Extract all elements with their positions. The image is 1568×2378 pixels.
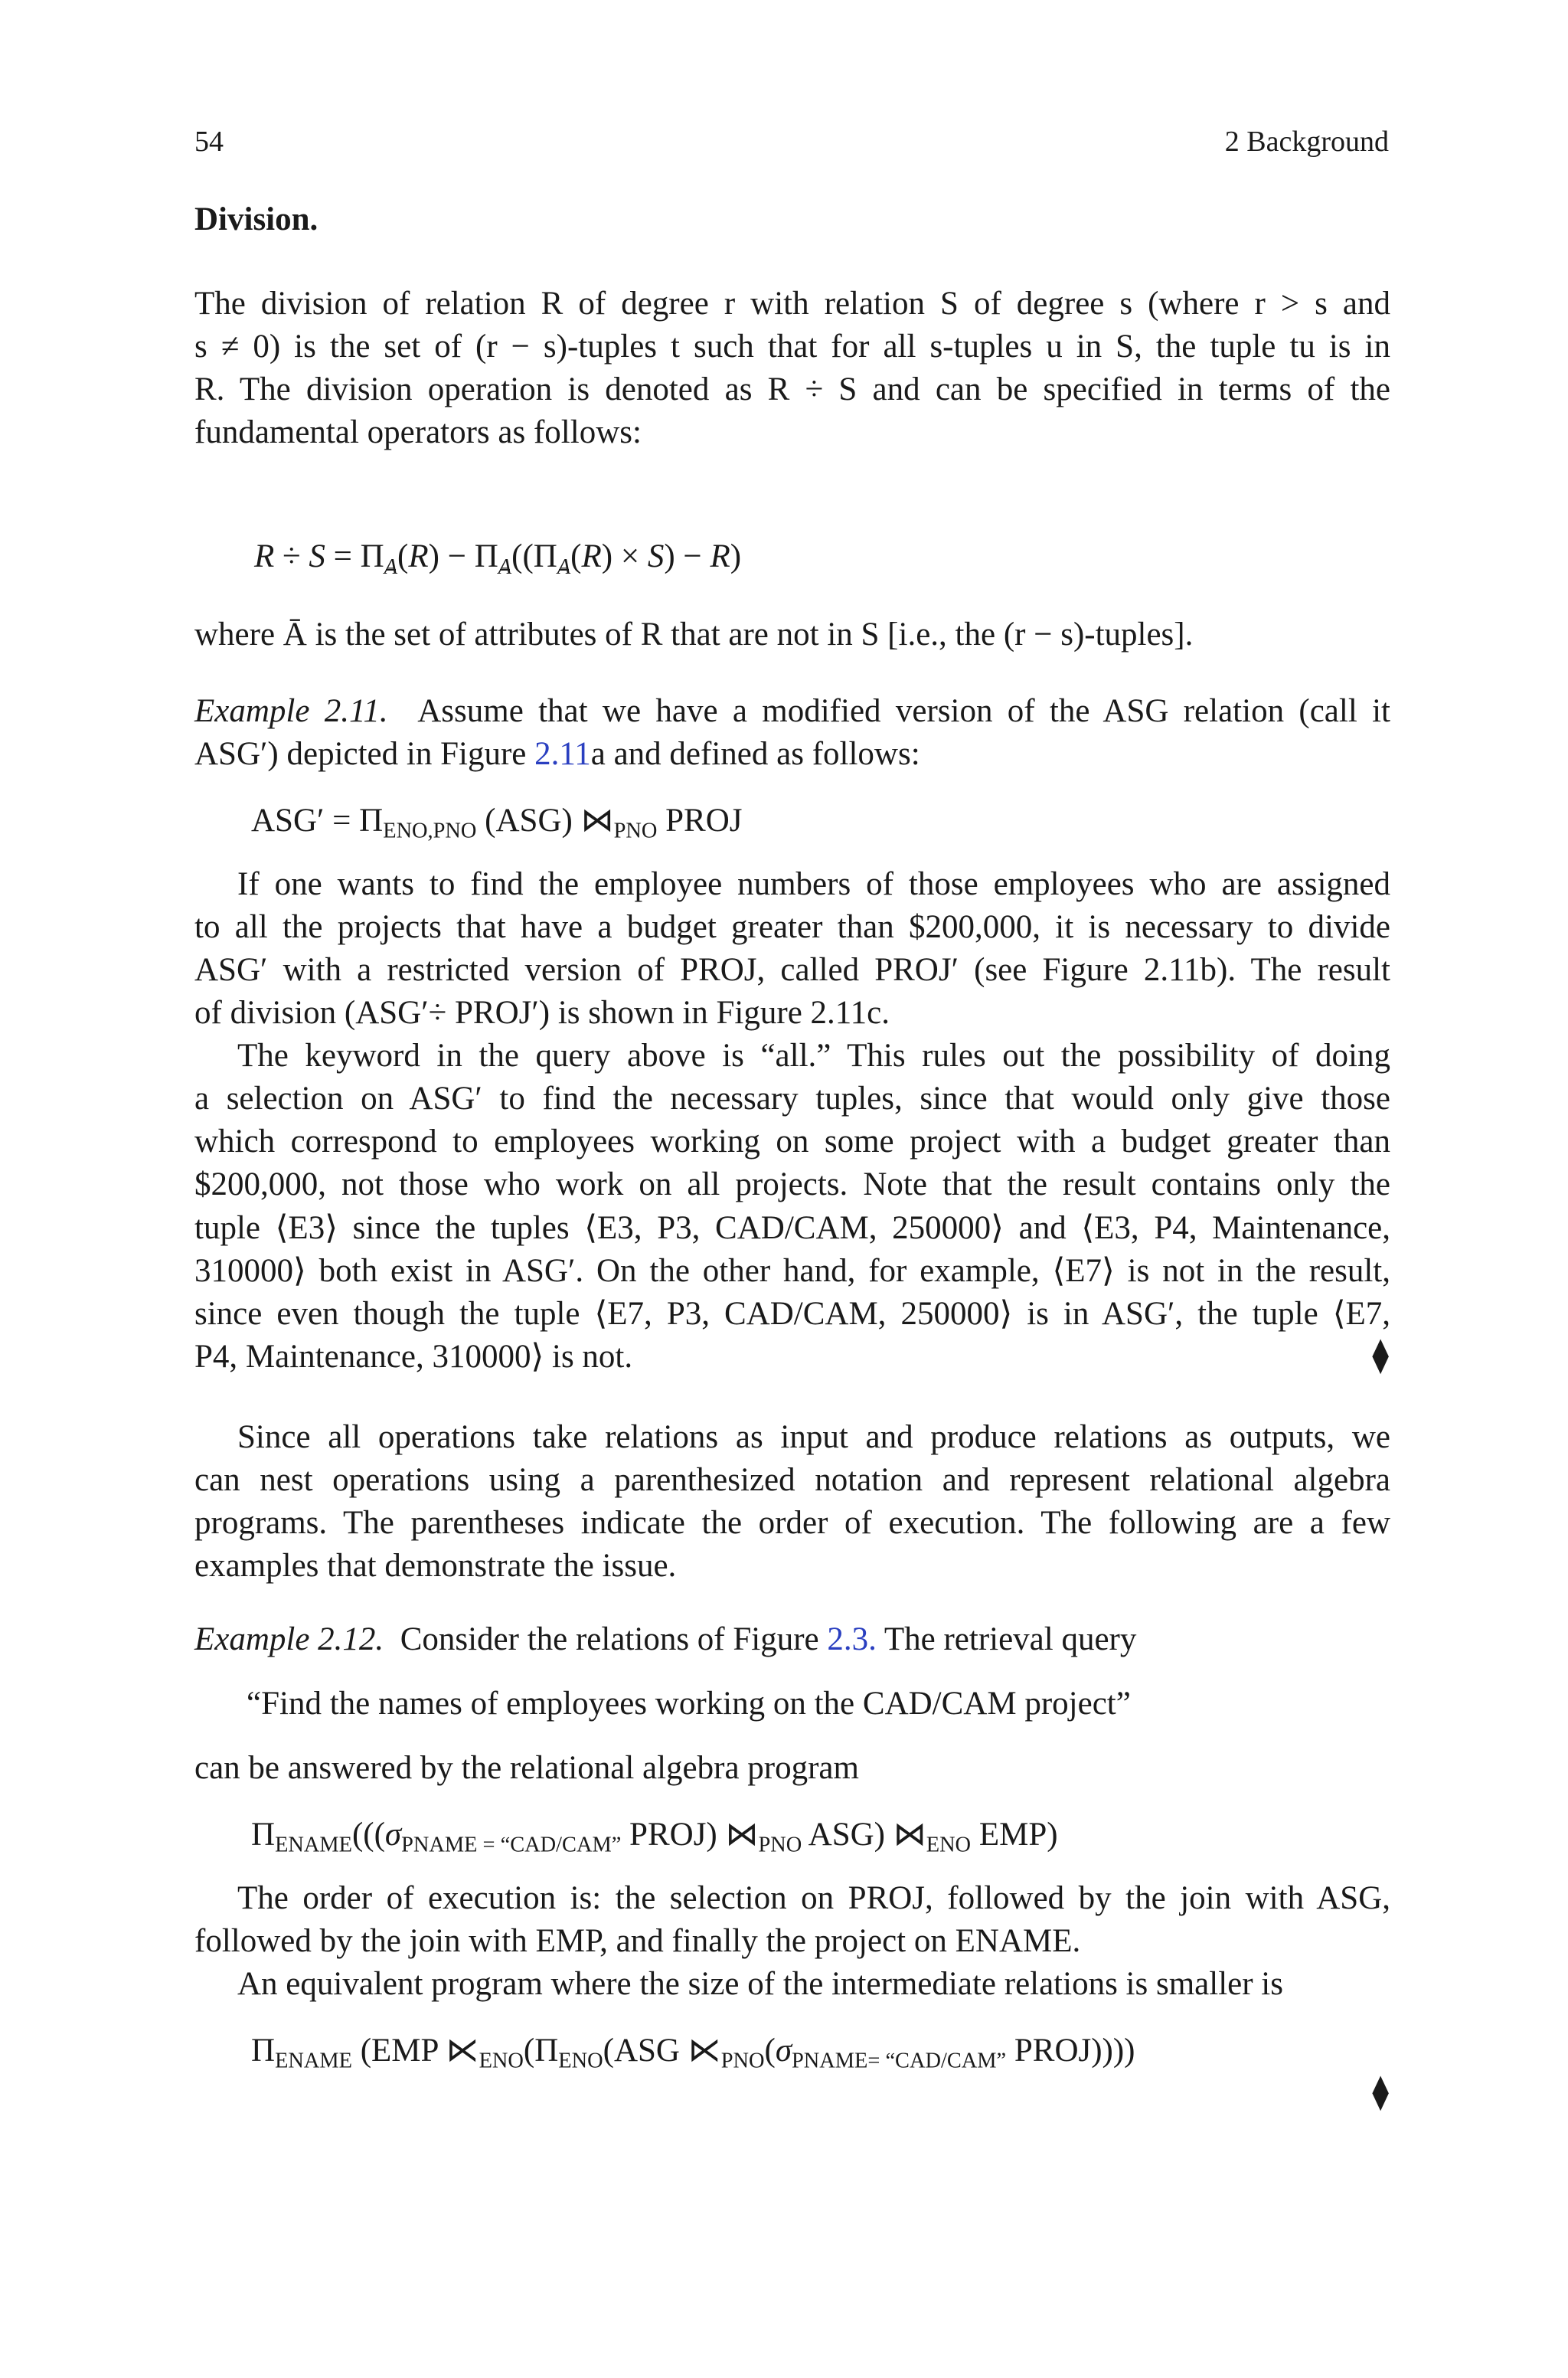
text-line: P4, Maintenance, 310000⟩ is not. — [194, 1339, 633, 1375]
text-line: $200,000, not those who work on all projects. Note that the result contains only the — [194, 1166, 1390, 1202]
text-line: can nest operations using a parenthesized notation and represent relational algebra — [194, 1462, 1390, 1498]
division-formula: $R \div S = \Pi_A(R) - \Pi_A((\Pi_A(R) \times S) - R)$ — [254, 538, 742, 579]
algebra-program-2: $\Pi_{ENAME}$ (EMP $⋉_{ENO}(\Pi_{ENO}(ASG$ $⋉_{PNO}(\sigma_{PNAME= “CAD/CAM”}$ PROJ)))) — [251, 2033, 1135, 2073]
text-line: followed by the join with EMP, and finally the project on ENAME. — [194, 1923, 1081, 1959]
example-label: Example 2.12. — [194, 1621, 384, 1657]
example-2-11-first-line — [194, 692, 1390, 730]
end-of-example-icon: ⧫ — [1372, 2073, 1389, 2111]
where-line: where Ā is the set of attributes of R that are not in S [i.e., the (r − s)-tuples]. — [194, 617, 1194, 653]
figure-link[interactable]: 2.11 — [534, 736, 591, 772]
text-line: of division (ASG′÷ PROJ′) is shown in Figure 2.11c. — [194, 995, 890, 1031]
page-number: 54 — [194, 126, 224, 158]
text-line: The order of execution is: the selection on PROJ, followed by the join with ASG, — [237, 1880, 1390, 1916]
text-line: tuple ⟨E3⟩ since the tuples ⟨E3, P3, CAD/CAM, 250000⟩ and ⟨E3, P4, Maintenance, — [194, 1210, 1390, 1246]
text-line: examples that demonstrate the issue. — [194, 1548, 677, 1584]
asg-prime-formula: $ASG' = \Pi_{ENO,PNO}$ (ASG) $⋈_{PNO}$ PROJ — [251, 803, 743, 843]
text-line: fundamental operators as follows: — [194, 414, 642, 450]
example-label: Example 2.11. — [194, 693, 388, 729]
algebra-program-1: $\Pi_{ENAME}(((\sigma_{PNAME = “CAD/CAM”}$ PROJ) $⋈_{PNO}$ ASG) $⋈_{ENO}$ EMP) — [251, 1817, 1058, 1857]
text-span: a and defined as follows: — [590, 736, 920, 772]
text-span: The retrieval query — [876, 1621, 1137, 1657]
text-line: If one wants to find the employee numbers of those employees who are assigned — [237, 866, 1390, 902]
text-line: programs. The parentheses indicate the order of execution. The following are a few — [194, 1505, 1390, 1541]
figure-link[interactable]: 2.3. — [827, 1621, 877, 1657]
text-line: which correspond to employees working on some project with a budget greater than — [194, 1124, 1390, 1160]
text-line: since even though the tuple ⟨E7, P3, CAD/CAM, 250000⟩ is in ASG′, the tuple ⟨E7, — [194, 1296, 1390, 1332]
text-line: a selection on ASG′ to find the necessary tuples, since that would only give those — [194, 1081, 1390, 1117]
answered-line: can be answered by the relational algebra program — [194, 1750, 859, 1786]
text-span: Assume that we have a modified version of the ASG relation (call it — [417, 693, 1391, 729]
text-line: An equivalent program where the size of the intermediate relations is smaller is — [237, 1966, 1283, 2002]
text-span: Consider the relations of Figure — [400, 1621, 828, 1657]
query-quote: “Find the names of employees working on the CAD/CAM project” — [247, 1686, 1131, 1722]
text-line: ASG′ with a restricted version of PROJ, called PROJ′ (see Figure 2.11b). The result — [194, 952, 1390, 988]
section-heading-division: Division. — [194, 201, 318, 237]
text-line: Since all operations take relations as input and produce relations as outputs, we — [237, 1419, 1390, 1455]
text-line: R. The division operation is denoted as R ÷ S and can be specified in terms of the — [194, 371, 1390, 407]
text-span: ASG′) depicted in Figure — [194, 736, 535, 772]
end-of-example-icon: ⧫ — [1372, 1336, 1389, 1374]
example-2-12-first-line — [194, 1621, 1136, 1658]
text-line: to all the projects that have a budget greater than $200,000, it is necessary to divide — [194, 909, 1390, 945]
example-2-11-second-line — [194, 735, 920, 773]
text-line: s ≠ 0) is the set of (r − s)-tuples t such that for all s-tuples u in S, the tuple tu is in — [194, 329, 1390, 365]
text-line: 310000⟩ both exist in ASG′. On the other hand, for example, ⟨E7⟩ is not in the result, — [194, 1253, 1390, 1289]
running-header: 2 Background — [1224, 126, 1389, 158]
text-line: The keyword in the query above is “all.” This rules out the possibility of doing — [237, 1038, 1390, 1074]
text-line: The division of relation R of degree r with relation S of degree s (where r > s and — [194, 286, 1390, 322]
